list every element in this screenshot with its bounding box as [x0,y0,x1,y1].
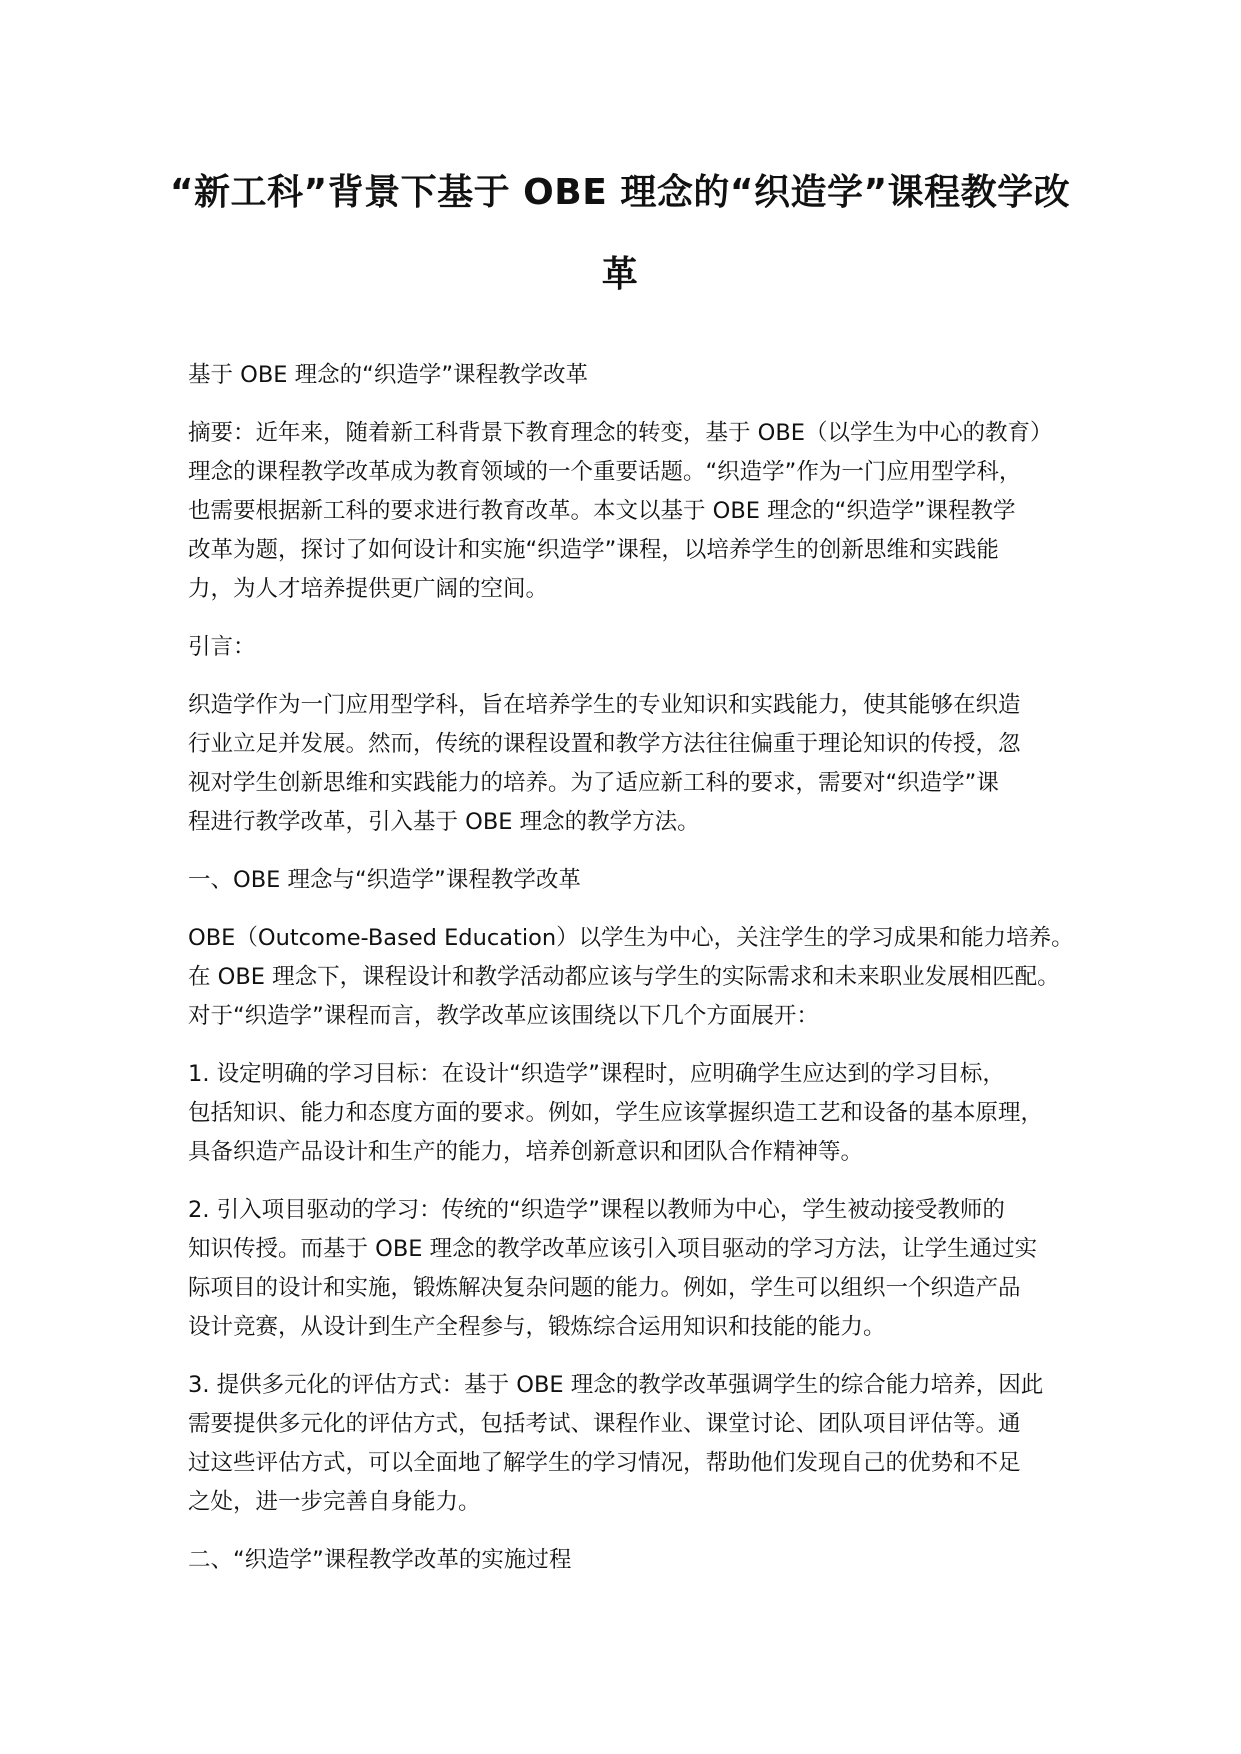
list-item-paragraph [188,1366,1078,1522]
text-line: 1. 设定明确的学习目标：在设计“织造学”课程时，应明确学生应达到的学习目标， [188,1061,1005,1087]
text-line: 2. 引入项目驱动的学习：传统的“织造学”课程以教师为中心，学生被动接受教师的 [188,1197,1005,1223]
text-line: 织造学作为一门应用型学科，旨在培养学生的专业知识和实践能力，使其能够在织造 [188,692,1021,718]
text-line: 基于 OBE 理念的“织造学”课程教学改革 [188,362,588,388]
text-line: 需要提供多元化的评估方式，包括考试、课程作业、课堂讨论、团队项目评估等。通 [188,1411,1021,1437]
section-heading [188,861,1078,900]
text-line: OBE（Outcome-Based Education）以学生为中心，关注学生的学习成果和能力培养。 [188,925,1074,951]
intro-paragraph [188,686,1078,842]
text-line: 摘要：近年来，随着新工科背景下教育理念的转变，基于 OBE（以学生为中心的教育） [188,420,1053,446]
title-line: “新工科”背景下基于 OBE 理念的“织造学”课程教学改 [169,172,1071,213]
obe-paragraph [188,919,1078,1036]
intro-heading [188,628,1078,667]
subtitle-paragraph [188,356,1078,395]
text-line: 改革为题，探讨了如何设计和实施“织造学”课程，以培养学生的创新思维和实践能 [188,537,999,563]
text-line: 力，为人才培养提供更广阔的空间。 [188,576,549,602]
text-line: 行业立足并发展。然而，传统的课程设置和教学方法往往偏重于理论知识的传授，忽 [188,731,1021,757]
document-body [188,356,1078,1599]
text-line: 3. 提供多元化的评估方式：基于 OBE 理念的教学改革强调学生的综合能力培养，因此 [188,1372,1044,1398]
text-line: 一、OBE 理念与“织造学”课程教学改革 [188,867,581,893]
text-line: 视对学生创新思维和实践能力的培养。为了适应新工科的要求，需要对“织造学”课 [188,770,999,796]
abstract-paragraph [188,414,1078,609]
title-line: 革 [601,254,639,295]
text-line: 对于“织造学”课程而言，教学改革应该围绕以下几个方面展开： [188,1003,819,1029]
text-line: 在 OBE 理念下，课程设计和教学活动都应该与学生的实际需求和未来职业发展相匹配。 [188,964,1060,990]
text-line: 包括知识、能力和态度方面的要求。例如，学生应该掌握织造工艺和设备的基本原理， [188,1100,1044,1126]
text-line: 也需要根据新工科的要求进行教育改革。本文以基于 OBE 理念的“织造学”课程教学 [188,498,1016,524]
text-line: 具备织造产品设计和生产的能力，培养创新意识和团队合作精神等。 [188,1139,864,1165]
text-line: 二、“织造学”课程教学改革的实施过程 [188,1547,572,1573]
text-line: 设计竞赛，从设计到生产全程参与，锻炼综合运用知识和技能的能力。 [188,1314,886,1340]
document-title [150,152,1090,316]
list-item-paragraph [188,1191,1078,1347]
text-line: 程进行教学改革，引入基于 OBE 理念的教学方法。 [188,809,700,835]
text-line: 之处，进一步完善自身能力。 [188,1489,481,1515]
list-item-paragraph [188,1055,1078,1172]
section-heading [188,1541,1078,1580]
text-line: 引言： [188,634,256,660]
text-line: 知识传授。而基于 OBE 理念的教学改革应该引入项目驱动的学习方法，让学生通过实 [188,1236,1038,1262]
text-line: 过这些评估方式，可以全面地了解学生的学习情况，帮助他们发现自己的优势和不足 [188,1450,1021,1476]
text-line: 理念的课程教学改革成为教育领域的一个重要话题。“织造学”作为一门应用型学科， [188,459,1022,485]
text-line: 际项目的设计和实施，锻炼解决复杂问题的能力。例如，学生可以组织一个织造产品 [188,1275,1021,1301]
